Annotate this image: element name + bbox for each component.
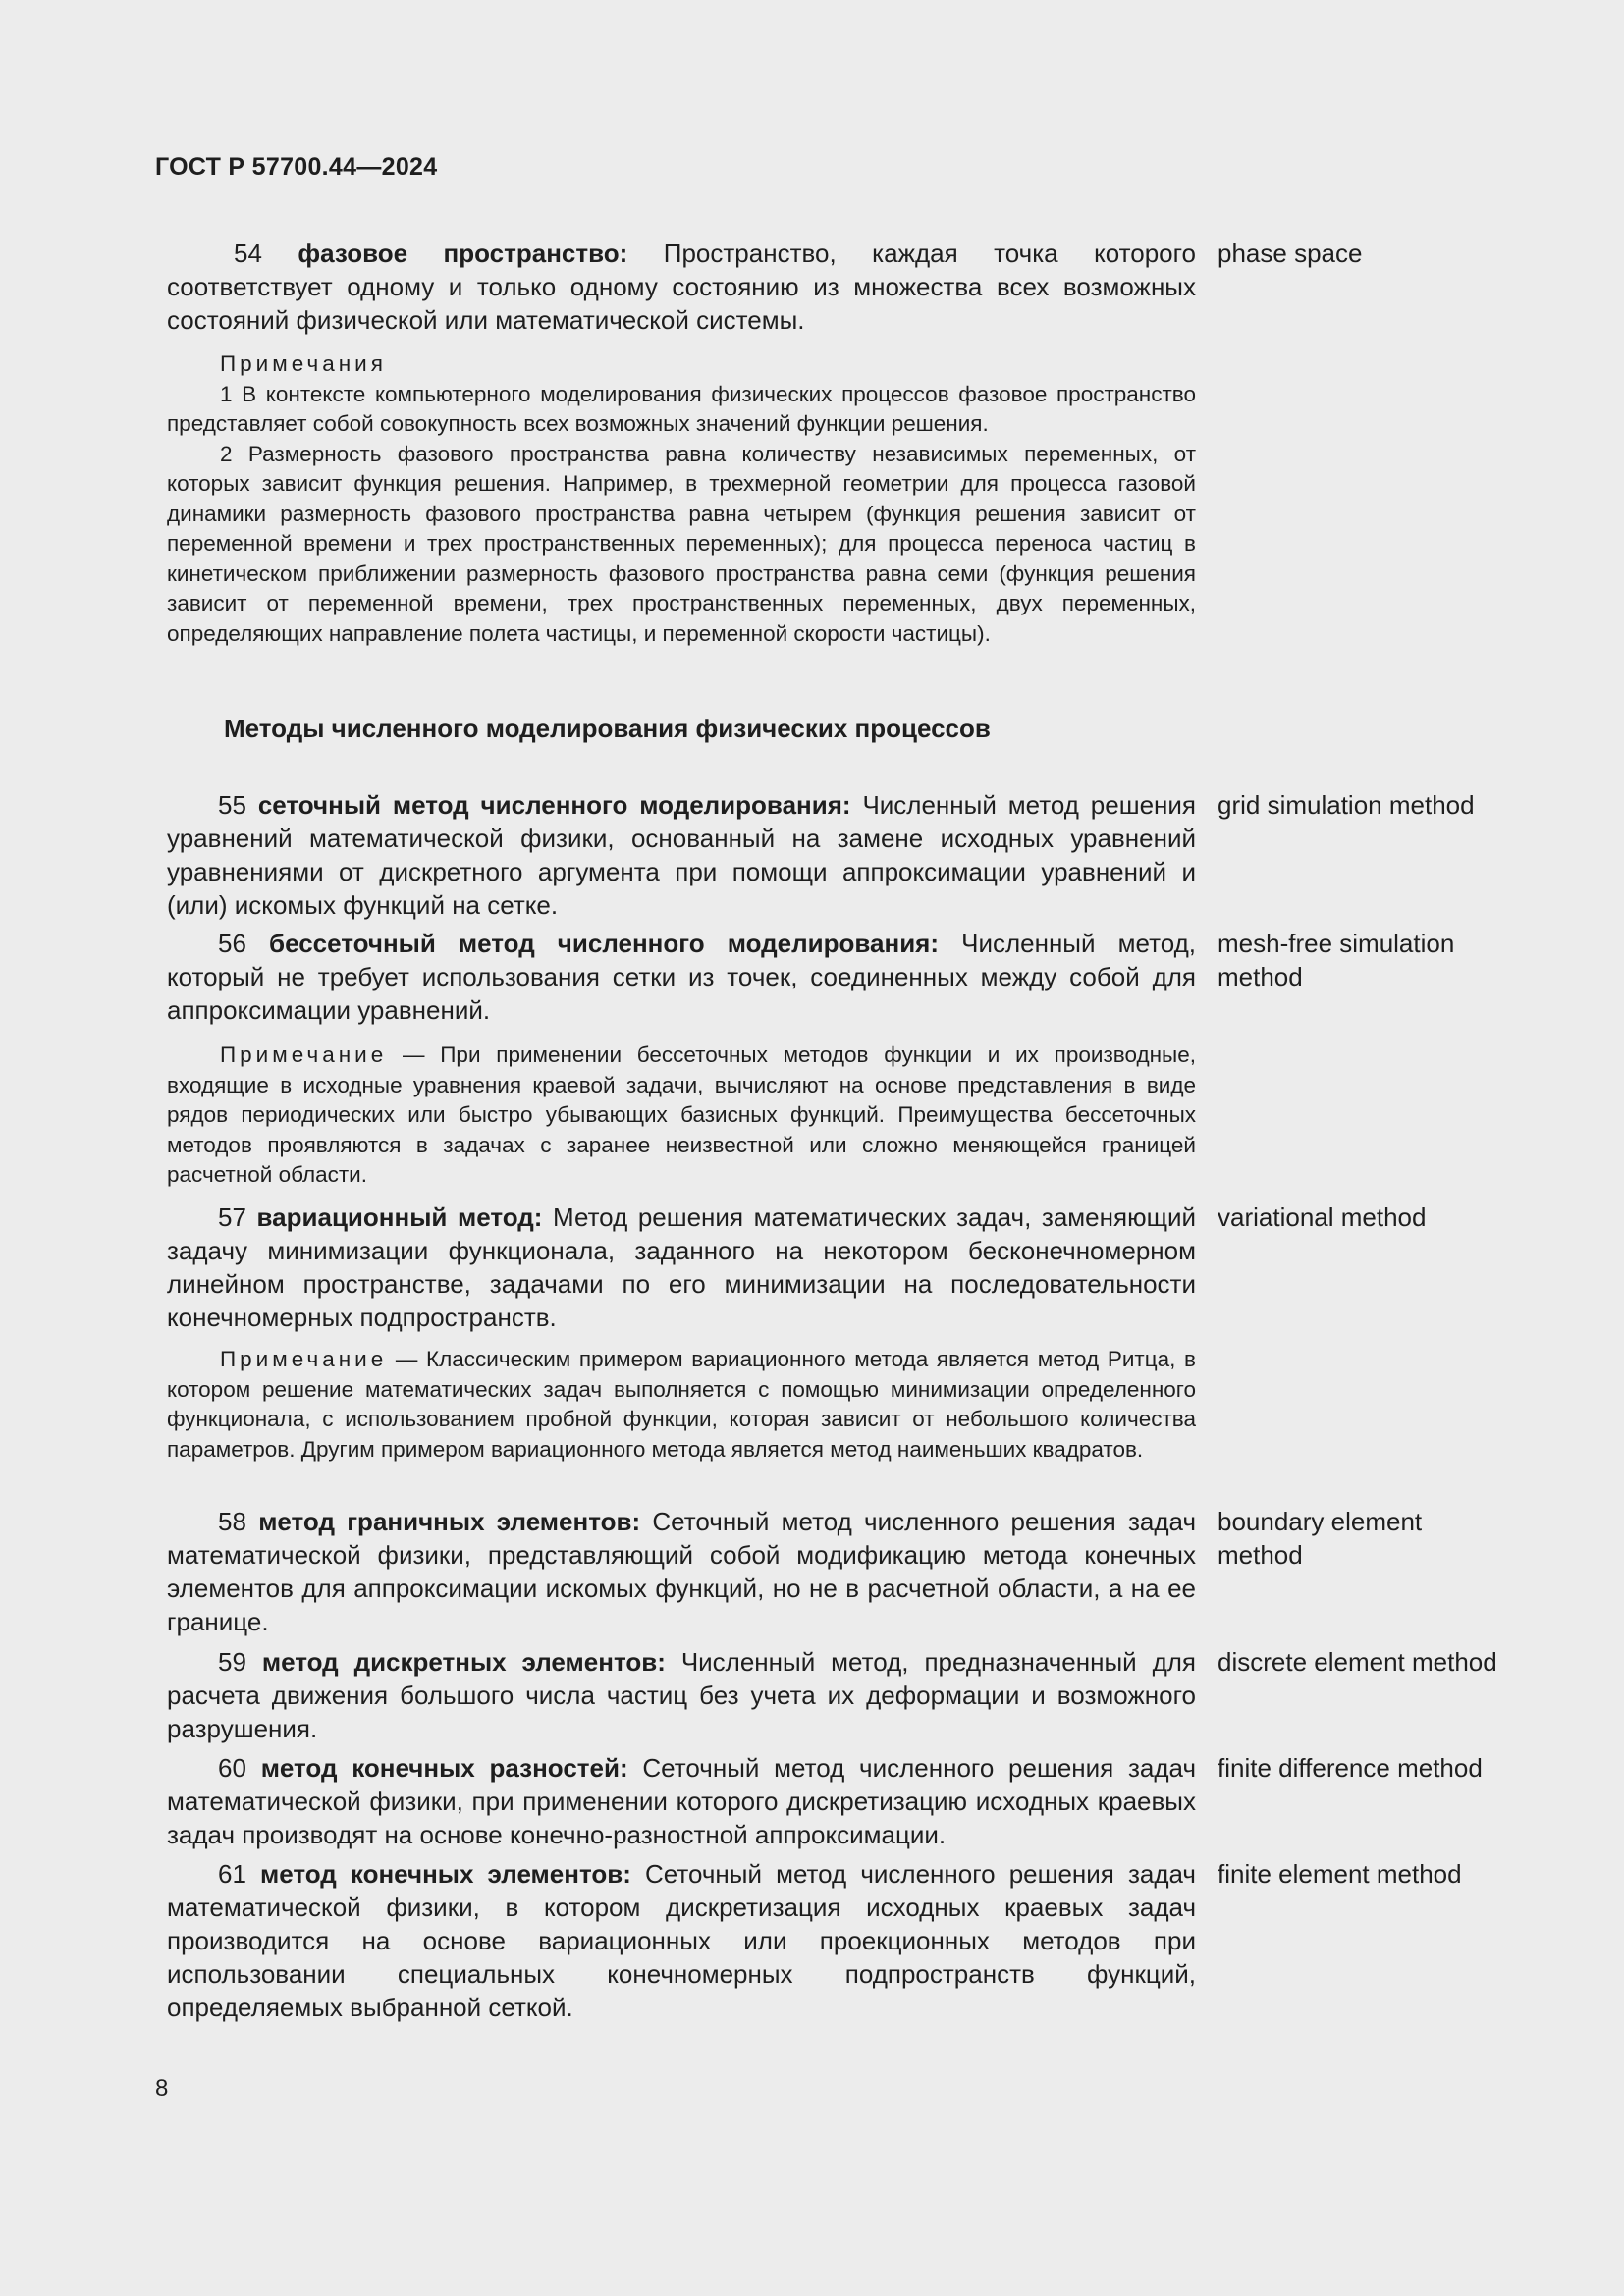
term-57 — [167, 1201, 1196, 1334]
term-name: бессеточный метод численного моделирования: — [269, 929, 940, 958]
note-57 — [167, 1345, 1196, 1465]
term-58 — [167, 1505, 1196, 1638]
term-54-english: phase space — [1218, 239, 1363, 268]
term-definition: Численный метод решения уравнений математической физики, основанный на замене исходных уравнений уравнениями от дискретного аргумента при помощи аппроксимации уравнений и (или) искомых функций на сетке. — [167, 790, 1196, 920]
term-56-english: mesh-free simulation method — [1218, 929, 1455, 991]
note-56 — [167, 1041, 1196, 1191]
term-57-english: variational method — [1218, 1202, 1427, 1232]
term-number: 60 — [218, 1753, 246, 1783]
term-name: метод конечных элементов: — [260, 1859, 631, 1889]
note-text: — При применении бессеточных методов функции и их производные, входящие в исходные уравнения краевой задачи, вычисляют на основе представления в виде рядов периодических или быстро убывающих базисных функций. Преимущества бессеточных методов проявляются в задачах с заранее неизвестной или сложно меняющейся границей расчетной области. — [167, 1042, 1196, 1187]
page-number: 8 — [155, 2075, 169, 2102]
term-name: метод конечных разностей: — [260, 1753, 628, 1783]
term-number: 57 — [218, 1202, 246, 1232]
term-number: 56 — [218, 929, 246, 958]
term-definition: Численный метод, предназначенный для расчета движения большого числа частиц без учета их деформации и возможного разрушения. — [167, 1647, 1197, 1743]
note-item-1: 1 В контексте компьютерного моделирования физических процессов фазовое пространство представляет собой совокупность всех возможных значений функции решения. — [167, 381, 1196, 436]
note-item-2: 2 Размерность фазового пространства равна количеству независимых переменных, от которых зависит функция решения. Например, в трехмерной геометрии для процесса газовой динамики размерность фазового пространства равна четырем (функция решения зависит от переменной времени и трех пространственных переменных); для процесса переноса частиц в кинетическом приближении размерность фазового пространства равна семи (функция решения зависит от переменной времени, трех пространственных переменных, двух переменных, определяющих направление полета частицы, и переменной скорости частицы). — [167, 441, 1196, 646]
term-definition: Сеточный метод численного решения задач математической физики, при применении которого дискретизацию исходных краевых задач производят на основе конечно-разностной аппроксимации. — [167, 1753, 1196, 1849]
term-60 — [167, 1751, 1196, 1851]
note-54 — [167, 349, 1196, 649]
term-number: 55 — [218, 790, 246, 820]
term-name: сеточный метод численного моделирования: — [257, 790, 851, 820]
term-definition: Сеточный метод численного решения задач математической физики, в котором дискретизация исходных краевых задач производится на основе вариационных или проекционных методов при использовании специальных конечномерных подпространств функций, определяемых выбранной сеткой. — [167, 1859, 1196, 2022]
term-55-english: grid simulation method — [1218, 790, 1475, 820]
note-label: Примечание — [220, 1042, 388, 1067]
term-number: 58 — [218, 1507, 246, 1536]
note-label: Примечание — [220, 1347, 388, 1371]
term-59-english: discrete element method — [1218, 1647, 1497, 1677]
term-number: 59 — [218, 1647, 246, 1677]
term-number: 61 — [218, 1859, 246, 1889]
term-definition: Метод решения математических задач, заменяющий задачу минимизации функционала, заданного на некотором бесконечномерном линейном пространстве, задачами по его минимизации на последовательности конечномерных подпространств. — [167, 1202, 1197, 1332]
term-61 — [167, 1857, 1196, 2024]
term-name: метод граничных элементов: — [258, 1507, 641, 1536]
note-label: Примечания — [220, 351, 387, 376]
term-name: фазовое пространство: — [298, 239, 628, 268]
term-60-english: finite difference method — [1218, 1753, 1483, 1783]
document-header: ГОСТ Р 57700.44—2024 — [155, 153, 438, 181]
term-61-english: finite element method — [1218, 1859, 1462, 1889]
term-definition: Численный метод, который не требует использования сетки из точек, соединенных между собой для аппроксимации уравнений. — [167, 929, 1196, 1025]
term-56 — [167, 927, 1196, 1027]
term-55 — [167, 788, 1196, 922]
term-number: 54 — [234, 239, 262, 268]
term-definition: Пространство, каждая точка которого соответствует одному и только одному состоянию из множества всех возможных состояний физической или математической системы. — [167, 239, 1196, 335]
term-name: метод дискретных элементов: — [261, 1647, 666, 1677]
term-54 — [167, 237, 1196, 337]
term-definition: Сеточный метод численного решения задач математической физики, представляющий собой модификацию метода конечных элементов для аппроксимации искомых функций, но не в расчетной области, а на ее границе. — [167, 1507, 1196, 1636]
term-name: вариационный метод: — [256, 1202, 543, 1232]
section-title: Методы численного моделирования физических процессов — [224, 714, 991, 743]
term-58-english: boundary element method — [1218, 1507, 1423, 1570]
note-text: — Классическим примером вариационного метода является метод Ритца, в котором решение математических задач выполняется с помощью минимизации определенного функционала, с использованием пробной функции, которая зависит от небольшого количества параметров. Другим примером вариационного метода является метод наименьших квадратов. — [167, 1347, 1196, 1462]
term-59 — [167, 1645, 1196, 1745]
